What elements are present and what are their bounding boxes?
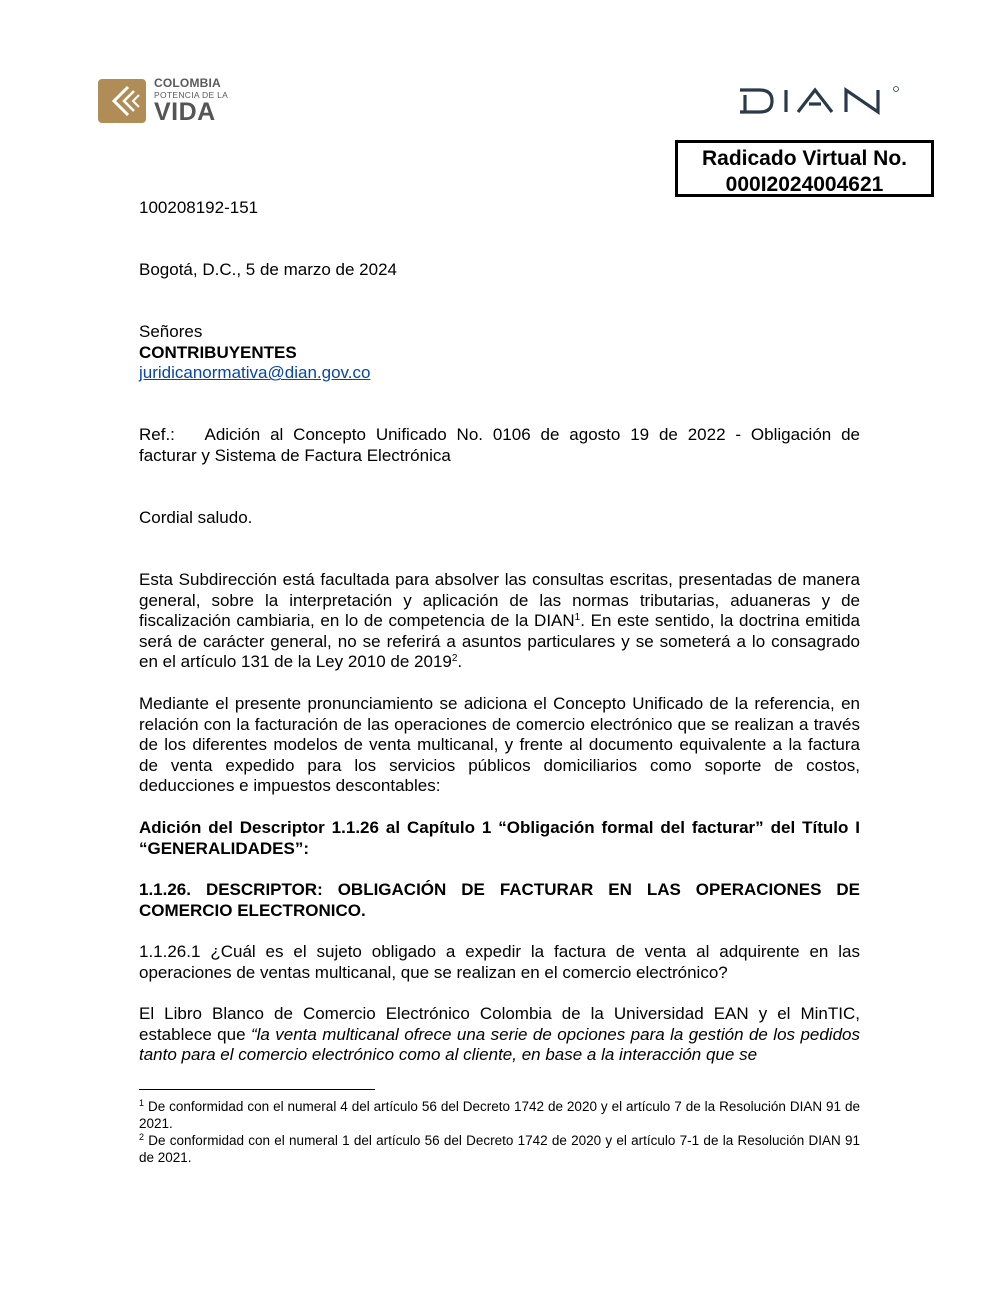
logo-text-colombia: COLOMBIA: [154, 76, 221, 90]
colombia-logo-mark-icon: [98, 77, 146, 125]
paragraph-libro-blanco-text: El Libro Blanco de Comercio Electrónico Colombia de la Universidad EAN y el MinTIC, establece que: [139, 1004, 860, 1044]
paragraph-competence: [139, 570, 860, 673]
footnote-2-text: De conformidad con el numeral 1 del artículo 56 del Decreto 1742 de 2020 y el artículo 7-1 de la Resolución DIAN 91 de 2021.: [139, 1133, 860, 1165]
footnote-1-number: 1: [139, 1098, 145, 1108]
radicado-label: Radicado Virtual No.: [702, 147, 907, 170]
paragraph-competence-text-c: .: [457, 652, 463, 672]
date-line: Bogotá, D.C., 5 de marzo de 2024: [139, 260, 397, 279]
recipient-block: [139, 322, 860, 384]
footnote-ref-1: 1: [574, 612, 581, 624]
reference-number: 100208192-151: [139, 198, 259, 217]
paragraph-competence-text-a: Esta Subdirección está facultada para absolver las consultas escritas, presentadas de manera general, sobre la interpretación y aplicación de las normas tributarias, aduaneras y de fiscalización cambiaria, en lo de competencia de la DIAN: [139, 570, 860, 631]
paragraph-competence-text-b: . En este sentido, la doctrina emitida será de carácter general, no se referirá a asuntos particulares y se someterá a lo consagrado en el artículo 131 de la Ley 2010 de 2019: [139, 611, 860, 672]
reference-text-line1: Adición al Concepto Unificado No. 0106 de agosto 19 de 2022 - Obligación de: [204, 425, 861, 444]
radicado-number: 000I2024004621: [725, 173, 884, 196]
recipient-salutation: Señores: [139, 322, 203, 341]
radicado-box: [675, 140, 934, 197]
paragraph-libro-blanco-quote: “la venta multicanal ofrece una serie de opciones para la gestión de los pedidos tanto para el comercio electrónico como al cliente, en base a la interacción que se: [139, 1024, 860, 1065]
reference-label: Ref.:: [139, 425, 175, 444]
footnote-2-number: 2: [139, 1132, 145, 1142]
greeting: Cordial saludo.: [139, 508, 253, 527]
heading-descriptor: 1.1.26. DESCRIPTOR: OBLIGACIÓN DE FACTURAR EN LAS OPERACIONES DE COMERCIO ELECTRONICO.: [139, 880, 860, 920]
question-1-1-26-1: 1.1.26.1 ¿Cuál es el sujeto obligado a expedir la factura de venta al adquirente en las operaciones de ventas multicanal, que se realizan en el comercio electrónico?: [139, 942, 860, 982]
logo-text-potencia: POTENCIA DE LA: [154, 90, 229, 100]
footnote-separator: [139, 1089, 375, 1090]
logo-text-vida: VIDA: [154, 97, 216, 126]
recipient-name: CONTRIBUYENTES: [139, 342, 297, 362]
paragraph-pronouncement: Mediante el presente pronunciamiento se adiciona el Concepto Unificado de la referencia, en relación con la facturación de las operaciones de comercio electrónico que se realizan a través de los diferentes modelos de venta multicanal, y frente al documento equivalente a la factura de venta expedido para los servicios públicos domiciliarios como soporte de costos, deducciones e impuestos descontables:: [139, 694, 860, 796]
heading-addition: Adición del Descriptor 1.1.26 al Capítulo 1 “Obligación formal del facturar” del Título I “GENERALIDADES”:: [139, 818, 860, 858]
footnote-ref-2: 2: [451, 653, 458, 665]
paragraph-libro-blanco: [139, 1004, 860, 1066]
footnote-2: [139, 1133, 860, 1166]
recipient-email-link[interactable]: juridicanormativa@dian.gov.co: [139, 363, 371, 383]
footnote-1-text: De conformidad con el numeral 4 del artículo 56 del Decreto 1742 de 2020 y el artículo 7 de la Resolución DIAN 91 de 2021.: [139, 1099, 860, 1131]
reference-text-line2: facturar y Sistema de Factura Electrónica: [139, 445, 451, 465]
colombia-potencia-de-la-vida-logo: [98, 77, 238, 127]
reference-block: [139, 425, 860, 466]
dian-logo: [738, 84, 902, 118]
footnote-1: [139, 1099, 860, 1132]
